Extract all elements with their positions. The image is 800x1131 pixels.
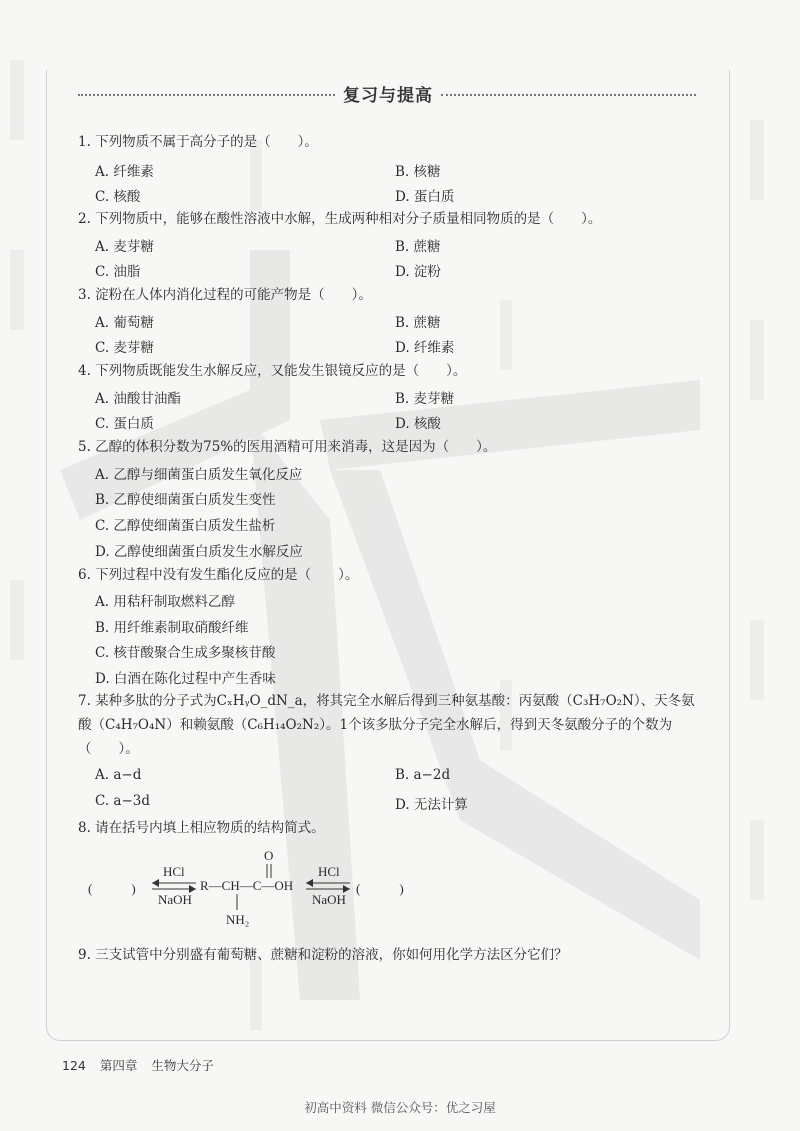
amino-acid-reaction-scheme: [88, 850, 428, 930]
page-number: 124: [62, 1058, 86, 1073]
q4-option-a: A. 油酸甘油酯: [95, 391, 181, 407]
left-blank-paren: ( ): [88, 881, 136, 896]
q4-option-d: D. 核酸: [395, 416, 441, 432]
q6-option-b: B. 用纤维素制取硝酸纤维: [95, 620, 249, 636]
q3-option-c: C. 麦芽糖: [95, 340, 154, 356]
single-bond-mark: [234, 894, 240, 910]
q7-option-d: D. 无法计算: [395, 797, 468, 813]
header-dots-left: [78, 94, 335, 96]
q5-option-b: B. 乙醇使细菌蛋白质发生变性: [95, 492, 276, 508]
hcl-right-label: HCl: [318, 864, 340, 879]
q6-option-a: A. 用秸秆制取燃料乙醇: [95, 594, 235, 610]
q4-option-b: B. 麦芽糖: [395, 391, 455, 407]
equilibrium-arrow-left: [150, 878, 198, 894]
chapter-number: 第四章: [99, 1058, 138, 1073]
q7-option-a: A. a−d: [95, 767, 142, 783]
q5-option-d: D. 乙醇使细菌蛋白质发生水解反应: [95, 544, 303, 560]
question-4: 4. 下列物质既能发生水解反应，又能发生银镜反应的是（ ）。: [78, 363, 467, 379]
question-8: 8. 请在括号内填上相应物质的结构简式。: [78, 820, 325, 836]
naoh-left-label: NaOH: [158, 892, 192, 907]
equilibrium-arrow-right: [304, 878, 352, 894]
hcl-left-label: HCl: [163, 864, 185, 879]
amine-group: NH₂: [226, 912, 250, 927]
question-2: 2. 下列物质中，能够在酸性溶液中水解，生成两种相对分子质量相同物质的是（ ）。: [78, 211, 602, 227]
q1-option-b: B. 核糖: [395, 164, 441, 180]
q1-option-a: A. 纤维素: [95, 164, 154, 180]
q4-option-c: C. 蛋白质: [95, 416, 154, 432]
q2-option-b: B. 蔗糖: [395, 239, 441, 255]
q7-option-c: C. a−3d: [95, 793, 151, 809]
q2-option-d: D. 淀粉: [395, 264, 441, 280]
section-title: 复习与提高: [343, 85, 433, 106]
chapter-title: 生物大分子: [151, 1058, 214, 1073]
q2-option-c: C. 油脂: [95, 264, 141, 280]
question-9: 9. 三支试管中分别盛有葡萄糖、蔗糖和淀粉的溶液，你如何用化学方法区分它们？: [78, 947, 568, 963]
q3-option-d: D. 纤维素: [395, 340, 455, 356]
right-blank-paren: ( ): [356, 881, 404, 896]
header-dots-right: [441, 94, 696, 96]
q5-option-a: A. 乙醇与细菌蛋白质发生氧化反应: [95, 467, 303, 483]
source-note: 初高中资料 微信公众号：优之习屋: [304, 1100, 496, 1115]
page-footer: [62, 1056, 224, 1074]
q2-option-a: A. 麦芽糖: [95, 239, 154, 255]
q3-option-a: A. 葡萄糖: [95, 315, 154, 331]
question-3: 3. 淀粉在人体内消化过程的可能产物是（ ）。: [78, 287, 372, 303]
q6-option-c: C. 核苷酸聚合生成多聚核苷酸: [95, 645, 276, 661]
section-header: [78, 82, 696, 104]
amino-acid-formula: R—CH—C—OH: [200, 878, 294, 893]
carbonyl-oxygen: O: [264, 848, 274, 863]
q1-option-c: C. 核酸: [95, 189, 141, 205]
q1-option-d: D. 蛋白质: [395, 189, 455, 205]
double-bond-mark: [264, 864, 274, 878]
q3-option-b: B. 蔗糖: [395, 315, 441, 331]
question-1: 1. 下列物质不属于高分子的是（ ）。: [78, 134, 318, 150]
question-7: 7. 某种多肽的分子式为CₓHᵧO_dN_a，将其完全水解后得到三种氨基酸：丙氨酸（C₃H₇O₂N）、天冬氨酸（C₄H₇O₄N）和赖氨酸（C₆H₁₄O₂N₂）。1个该多肽分子完全水解后，得到天冬氨酸分子的个数为（ ）。: [78, 693, 695, 757]
q6-option-d: D. 白酒在陈化过程中产生香味: [95, 671, 276, 687]
question-6: 6. 下列过程中没有发生酯化反应的是（ ）。: [78, 567, 359, 583]
q7-option-b: B. a−2d: [395, 767, 451, 783]
q5-option-c: C. 乙醇使细菌蛋白质发生盐析: [95, 518, 276, 534]
question-5: 5. 乙醇的体积分数为75%的医用酒精可用来消毒，这是因为（ ）。: [78, 439, 497, 455]
naoh-right-label: NaOH: [312, 892, 346, 907]
